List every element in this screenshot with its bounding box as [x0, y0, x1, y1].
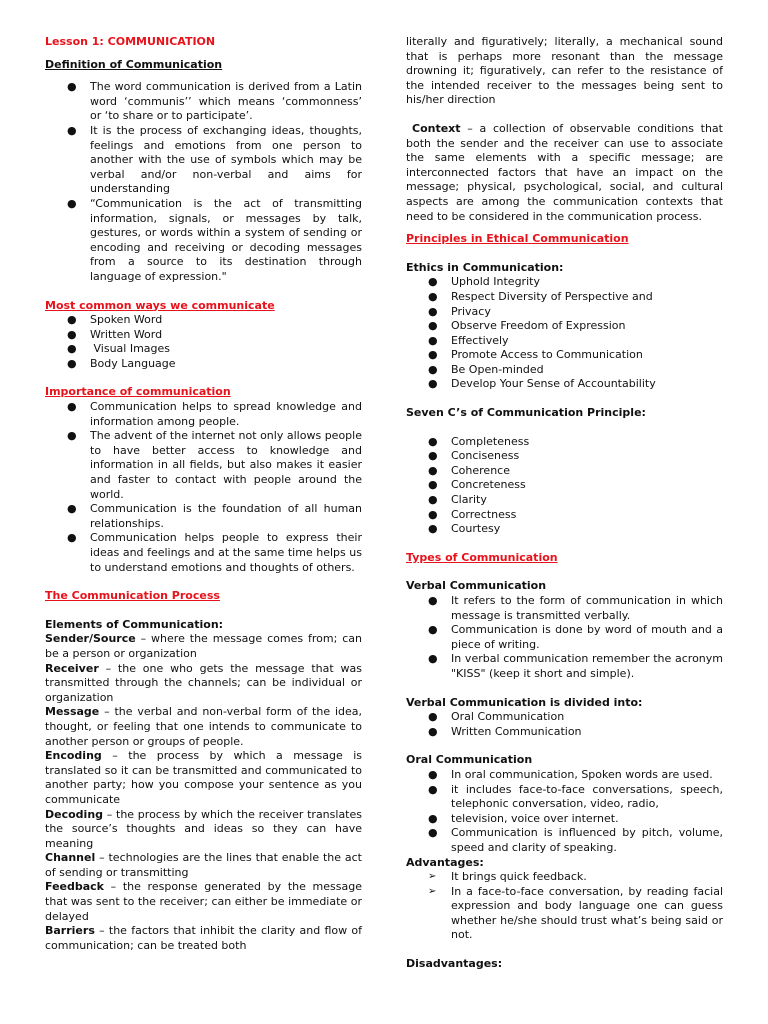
bullet-icon: ●	[67, 80, 77, 94]
advantages-heading: Advantages:	[406, 855, 484, 869]
element-definition: Sender/Source – where the message comes from; can be a person or organization	[45, 632, 362, 660]
bullet-icon: ●	[67, 342, 77, 356]
list-item: ● Conciseness	[428, 449, 520, 463]
verbal-heading: Verbal Communication	[406, 579, 547, 593]
bullet-icon: ●	[67, 400, 77, 414]
bullet-icon: ●	[428, 710, 438, 724]
list-item: ● Coherence	[428, 463, 510, 477]
list-item: ● Be Open-minded	[428, 362, 544, 376]
ethics-subheading: Ethics in Communication:	[406, 260, 564, 274]
element-definition: Barriers – the factors that inhibit the clarity and flow of communication; can be treated both	[45, 924, 362, 952]
elements-heading: Elements of Communication:	[45, 617, 224, 631]
bullet-icon: ●	[428, 652, 438, 666]
advantages-list	[406, 870, 723, 943]
list-item: ● Body Language	[67, 356, 176, 370]
list-item: ➢ In a face-to-face conversation, by reading facial expression and body language one can guess whether he/she should trust what’s being said or not.	[428, 884, 723, 942]
list-item: ● Visual Images	[67, 342, 171, 356]
bullet-icon: ●	[428, 811, 438, 825]
list-item: ● it includes face-to-face conversations, speech, telephonic conversation, video, radio,	[428, 782, 723, 811]
left-column	[45, 35, 362, 953]
list-item: ● “Communication is the act of transmitting information, signals, or messages by talk, gestures, or words within a system of sending or encoding and receiving or decoding messages from a source to its destination through language of expression."	[67, 196, 362, 283]
list-item: ➢ It brings quick feedback.	[428, 870, 587, 884]
bullet-icon: ●	[428, 594, 438, 607]
oral-list	[406, 768, 723, 856]
list-item: ● In oral communication, Spoken words are used.	[428, 767, 713, 781]
oral-heading: Oral Communication	[406, 753, 533, 767]
bullet-icon: ●	[428, 522, 438, 536]
element-definition: Decoding – the process by which the receiver translates the source’s thoughts and ideas so they can have meaning	[45, 807, 362, 850]
bullet-icon: ●	[428, 333, 438, 347]
bullet-icon: ●	[428, 724, 438, 738]
list-item: ● It is the process of exchanging ideas, thoughts, feelings and emotions from one person to another with the use of symbols which may be verbal and/or non-verbal and aims for understanding	[67, 123, 362, 196]
ways-list	[45, 313, 362, 371]
element-definition: Receiver – the one who gets the message that was transmitted through the channels; can be individual or organization	[45, 661, 362, 704]
element-definition: Message – the verbal and non-verbal form of the idea, thought, or feeling that one intends to communicate to another person or groups of people.	[45, 705, 362, 748]
types-heading: Types of Communication	[406, 550, 558, 564]
list-item: ● The word communication is derived from a Latin word ‘communis’’ which means ‘commonness’ or ‘to share or to participate’.	[67, 80, 362, 123]
bullet-icon: ●	[67, 123, 77, 137]
list-item: ● Uphold Integrity	[428, 275, 540, 289]
divided-heading: Verbal Communication is divided into:	[406, 695, 643, 709]
list-item: ● Oral Communication	[428, 710, 565, 724]
bullet-icon: ●	[428, 348, 438, 362]
list-item: ● Correctness	[428, 507, 517, 521]
list-item: ● Communication is the foundation of all human relationships.	[67, 502, 362, 530]
bullet-icon: ●	[67, 356, 77, 370]
bullet-icon: ●	[428, 623, 438, 637]
process-heading: The Communication Process	[45, 589, 220, 603]
bullet-icon: ●	[67, 531, 77, 545]
verbal-list	[406, 594, 723, 682]
ethics-heading: Principles in Ethical Communication	[406, 232, 629, 246]
divided-list	[406, 710, 723, 739]
bullet-icon: ●	[428, 507, 438, 521]
bullet-icon: ●	[428, 377, 438, 391]
bullet-icon: ●	[67, 429, 77, 443]
bullet-icon: ●	[428, 449, 438, 463]
list-item: ● Observe Freedom of Expression	[428, 319, 626, 333]
bullet-icon: ●	[67, 327, 77, 341]
list-item: ● Clarity	[428, 493, 487, 507]
list-item: ● Communication helps to spread knowledge and information among people.	[67, 400, 362, 428]
disadvantages-heading: Disadvantages:	[406, 957, 503, 971]
list-item: ● television, voice over internet.	[428, 811, 619, 825]
list-item: ● The advent of the internet not only allows people to have better access to knowledge and information in all fields, but also makes it easier and faster to contact with people around the world.	[67, 429, 362, 501]
bullet-icon: ●	[428, 493, 438, 507]
list-item: ● Courtesy	[428, 522, 501, 536]
bullet-icon: ●	[428, 362, 438, 376]
list-item: ● Communication is influenced by pitch, volume, speed and clarity of speaking.	[428, 826, 723, 854]
list-item: ● In verbal communication remember the acronym "KISS" (keep it short and simple).	[428, 652, 723, 680]
definition-heading: Definition of Communication	[45, 57, 223, 71]
bullet-icon: ●	[428, 434, 438, 448]
bullet-icon: ●	[67, 313, 77, 327]
context-definition: Context – a collection of observable conditions that both the sender and the receiver can use to associate the same elements with a specific message; are interconnected factors that have an impact on the message; physical, psychological, social, and cultural aspects are among the communication contexts that need to be considered in the communication process.	[406, 121, 723, 223]
list-item: ● Concreteness	[428, 478, 526, 492]
bullet-icon: ●	[428, 463, 438, 477]
ethics-list	[406, 275, 723, 392]
element-definition: Feedback – the response generated by the message that was sent to the receiver; can either be immediate or delayed	[45, 880, 362, 923]
list-item: ● Respect Diversity of Perspective and	[428, 289, 653, 303]
list-item: ● Written Word	[67, 327, 163, 341]
bullet-icon: ●	[428, 826, 438, 840]
seven-cs-heading: Seven C’s of Communication Principle:	[406, 406, 646, 420]
bullet-icon: ●	[67, 502, 77, 516]
bullet-icon: ●	[67, 196, 77, 210]
list-item: ● Privacy	[428, 304, 491, 318]
bullet-icon: ●	[428, 478, 438, 492]
arrow-bullet-icon: ➢	[428, 885, 437, 897]
list-item: ● Written Communication	[428, 724, 582, 738]
list-item: ● Communication helps people to express their ideas and feelings and at the same time helps us to understand emotions and thoughts of others.	[67, 531, 362, 574]
bullet-icon: ●	[428, 767, 438, 781]
importance-heading: Importance of communication	[45, 385, 231, 399]
right-column	[406, 35, 723, 972]
bullet-icon: ●	[428, 319, 438, 333]
seven-cs-list	[406, 435, 723, 537]
list-item: ● It refers to the form of communication in which message is transmitted verbally.	[428, 594, 723, 622]
definition-list	[45, 80, 362, 284]
list-item: ● Spoken Word	[67, 313, 163, 327]
list-item: ● Communication is done by word of mouth and a piece of writing.	[428, 623, 723, 651]
list-item: ● Develop Your Sense of Accountability	[428, 377, 656, 391]
bullet-icon: ●	[428, 782, 438, 796]
arrow-bullet-icon: ➢	[428, 871, 437, 883]
bullet-icon: ●	[428, 304, 438, 318]
bullet-icon: ●	[428, 275, 438, 289]
ways-heading: Most common ways we communicate	[45, 298, 275, 312]
list-item: ● Completeness	[428, 434, 530, 448]
lesson-title: Lesson 1: COMMUNICATION	[45, 35, 216, 48]
element-definition: Channel – technologies are the lines that enable the act of sending or transmitting	[45, 851, 362, 879]
list-item: ● Effectively	[428, 333, 509, 347]
barriers-continued-text: literally and figuratively; literally, a mechanical sound that is perhaps more resonant than the message drowning it; figuratively, can refer to the resistance of the intended receiver to the messages being sent to his/her direction	[406, 35, 723, 107]
importance-list	[45, 400, 362, 575]
bullet-icon: ●	[428, 289, 438, 303]
list-item: ● Promote Access to Communication	[428, 348, 643, 362]
element-definition: Encoding – the process by which a message is translated so it can be transmitted and communicated to another party; how you compose your sentence as you communicate	[45, 749, 362, 806]
